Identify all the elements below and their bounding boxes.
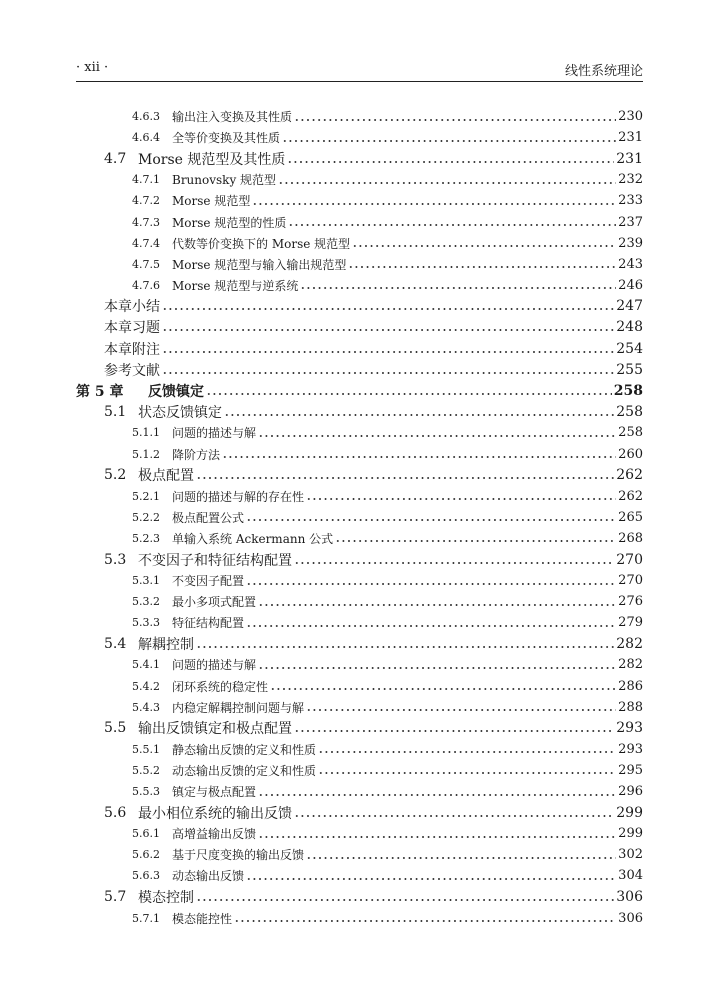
dot-leader — [252, 194, 616, 208]
toc-entry-title: 模态控制 — [138, 890, 194, 907]
toc-entry-title: 问题的描述与解 — [172, 426, 257, 441]
toc-entry-title: 解耦控制 — [138, 636, 194, 653]
toc-entry-title: 静态输出反馈的定义和性质 — [172, 742, 317, 757]
dot-leader — [234, 911, 616, 925]
toc-entry-page: 231 — [616, 150, 643, 167]
toc-entry-title: 镇定与极点配置 — [172, 785, 257, 800]
toc-entry[interactable] — [76, 380, 643, 401]
toc-entry-title: 输出反馈镇定和极点配置 — [138, 721, 292, 738]
toc-entry-title: 模态能控性 — [172, 911, 233, 926]
toc-entry-page: 247 — [616, 298, 643, 315]
toc-entry-page: 231 — [618, 130, 643, 146]
toc-entry-title: 全等价变换及其性质 — [172, 131, 281, 146]
toc-entry-page: 279 — [618, 615, 643, 631]
toc-entry[interactable] — [76, 317, 643, 338]
toc-entry[interactable] — [76, 127, 643, 148]
toc-entry-title: 本章附注 — [104, 341, 160, 358]
toc-entry-number: 4.7 — [104, 150, 127, 167]
toc-entry-number: 4.6.3 — [132, 110, 160, 124]
dot-leader — [282, 131, 616, 145]
toc-entry-page: 230 — [618, 109, 643, 125]
toc-entry[interactable] — [76, 739, 643, 760]
toc-entry[interactable] — [76, 528, 643, 549]
toc-entry-title: 代数等价变换下的 Morse 规范型 — [172, 236, 351, 251]
toc-entry-page: 270 — [616, 551, 643, 568]
toc-entry-title: Morse 规范型 — [172, 194, 251, 209]
toc-entry-title: 不变因子和特征结构配置 — [138, 552, 292, 569]
toc-entry-page: 286 — [618, 678, 643, 694]
toc-entry[interactable] — [76, 507, 643, 528]
toc-entry-title: Morse 规范型与输入输出规范型 — [172, 257, 347, 272]
toc-entry-page: 295 — [618, 762, 643, 778]
toc-entry-page: 306 — [616, 889, 643, 906]
dot-leader — [318, 742, 616, 756]
toc-entry-page: 258 — [613, 382, 643, 399]
toc-entry-number: 4.7.3 — [132, 215, 160, 229]
toc-entry-page: 270 — [618, 573, 643, 589]
toc-entry-title: 内稳定解耦控制问题与解 — [172, 700, 305, 715]
toc-entry-title: 特征结构配置 — [172, 616, 245, 631]
dot-leader — [294, 553, 614, 567]
table-of-contents — [76, 106, 643, 929]
toc-entry-number: 5.6.1 — [132, 827, 160, 841]
header-rule — [76, 81, 643, 82]
dot-leader — [335, 531, 616, 545]
toc-entry-title: 参考文献 — [104, 362, 160, 379]
toc-entry-page: 248 — [616, 319, 643, 336]
dot-leader — [294, 806, 614, 820]
toc-entry-page: 255 — [616, 361, 643, 378]
toc-entry[interactable] — [76, 908, 643, 929]
toc-entry[interactable] — [76, 549, 643, 570]
toc-entry[interactable] — [76, 169, 643, 190]
toc-entry-title: 状态反馈镇定 — [138, 404, 222, 421]
toc-entry-title: 本章小结 — [104, 299, 160, 316]
toc-entry-page: 299 — [616, 804, 643, 821]
toc-entry[interactable] — [76, 254, 643, 275]
toc-entry[interactable] — [76, 612, 643, 633]
toc-entry-page: 288 — [618, 699, 643, 715]
toc-entry-number: 5.5.3 — [132, 785, 160, 799]
toc-entry-number: 4.6.4 — [132, 131, 160, 145]
toc-entry-page: 299 — [618, 826, 643, 842]
dot-leader — [246, 510, 616, 524]
toc-entry-number: 5.2 — [104, 467, 127, 484]
toc-entry-title: 动态输出反馈 — [172, 869, 245, 884]
toc-entry-number: 5.6.3 — [132, 869, 160, 883]
dot-leader — [306, 489, 616, 503]
toc-entry-number: 5.2.3 — [132, 531, 160, 545]
toc-entry-title: 本章习题 — [104, 320, 160, 337]
dot-leader — [162, 342, 614, 356]
toc-entry[interactable] — [76, 465, 643, 486]
dot-leader — [196, 468, 614, 482]
toc-entry-page: 293 — [616, 720, 643, 737]
toc-entry-title: 问题的描述与解 — [172, 658, 257, 673]
toc-entry[interactable] — [76, 190, 643, 211]
toc-entry-page: 282 — [616, 635, 643, 652]
toc-entry[interactable] — [76, 233, 643, 254]
toc-entry-title: Morse 规范型与逆系统 — [172, 278, 299, 293]
toc-entry-page: 304 — [618, 868, 643, 884]
toc-entry-number: 5.3.1 — [132, 574, 160, 588]
dot-leader — [258, 658, 616, 672]
toc-entry-title: 最小相位系统的输出反馈 — [138, 805, 292, 822]
toc-entry-title: 动态输出反馈的定义和性质 — [172, 763, 317, 778]
toc-entry-number: 5.3.2 — [132, 595, 160, 609]
toc-entry-number: 5.7 — [104, 889, 127, 906]
toc-entry-number: 4.7.2 — [132, 194, 160, 208]
toc-entry-number: 5.5.2 — [132, 763, 160, 777]
toc-entry-title: Brunovsky 规范型 — [172, 173, 277, 188]
toc-entry-page: 243 — [618, 256, 643, 272]
toc-entry-page: 302 — [618, 847, 643, 863]
toc-entry-title: 降阶方法 — [172, 447, 221, 462]
toc-entry-number: 5.4 — [104, 635, 127, 652]
toc-entry-number: 5.4.3 — [132, 700, 160, 714]
toc-entry[interactable] — [76, 654, 643, 675]
toc-entry-number: 5.1.2 — [132, 447, 160, 461]
toc-entry-page: 262 — [618, 488, 643, 504]
toc-entry[interactable] — [76, 886, 643, 907]
toc-entry[interactable] — [76, 296, 643, 317]
toc-entry-page: 268 — [618, 530, 643, 546]
toc-entry-number: 5.5 — [104, 720, 127, 737]
toc-entry[interactable] — [76, 591, 643, 612]
toc-entry-number: 5.1 — [104, 403, 127, 420]
toc-entry[interactable] — [76, 401, 643, 422]
toc-entry[interactable] — [76, 802, 643, 823]
toc-entry-title: 最小多项式配置 — [172, 595, 257, 610]
toc-entry-title: 极点配置 — [138, 468, 194, 485]
toc-entry[interactable] — [76, 781, 643, 802]
toc-entry-title: 基于尺度变换的输出反馈 — [172, 848, 305, 863]
toc-entry-title: Morse 规范型的性质 — [172, 215, 287, 230]
toc-entry-page: 232 — [618, 172, 643, 188]
toc-entry[interactable] — [76, 422, 643, 443]
toc-entry-page: 233 — [618, 193, 643, 209]
toc-entry-number: 第 5 章 — [76, 383, 124, 400]
toc-entry-page: 246 — [618, 277, 643, 293]
dot-leader — [306, 700, 616, 714]
toc-entry-number: 4.7.4 — [132, 236, 160, 250]
toc-entry-page: 276 — [618, 594, 643, 610]
dot-leader — [294, 721, 614, 735]
toc-entry-page: 258 — [616, 403, 643, 420]
toc-entry-title: 单输入系统 Ackermann 公式 — [172, 531, 334, 546]
dot-leader — [162, 299, 614, 313]
dot-leader — [306, 848, 616, 862]
toc-entry-title: 不变因子配置 — [172, 574, 245, 589]
toc-entry[interactable] — [76, 844, 643, 865]
toc-entry-title: Morse 规范型及其性质 — [138, 151, 286, 168]
dot-leader — [258, 595, 616, 609]
toc-entry-page: 239 — [618, 235, 643, 251]
toc-entry[interactable] — [76, 633, 643, 654]
toc-entry-number: 5.3 — [104, 551, 127, 568]
toc-entry-title: 闭环系统的稳定性 — [172, 679, 269, 694]
dot-leader — [258, 426, 616, 440]
toc-entry-page: 293 — [618, 741, 643, 757]
toc-entry-number: 5.6.2 — [132, 848, 160, 862]
dot-leader — [287, 152, 614, 166]
dot-leader — [246, 869, 616, 883]
dot-leader — [258, 785, 616, 799]
toc-entry-number: 5.6 — [104, 804, 127, 821]
book-title: 线性系统理论 — [564, 64, 643, 79]
toc-entry[interactable] — [76, 570, 643, 591]
toc-entry-title: 问题的描述与解的存在性 — [172, 489, 305, 504]
dot-leader — [352, 236, 616, 250]
toc-entry[interactable] — [76, 676, 643, 697]
toc-entry-page: 258 — [618, 425, 643, 441]
toc-entry-number: 4.7.6 — [132, 278, 160, 292]
dot-leader — [162, 363, 614, 377]
dot-leader — [294, 110, 616, 124]
toc-entry-title: 反馈镇定 — [148, 383, 204, 400]
toc-entry[interactable] — [76, 760, 643, 781]
toc-entry-number: 5.4.2 — [132, 679, 160, 693]
toc-entry-page: 262 — [616, 467, 643, 484]
dot-leader — [222, 447, 616, 461]
page-number: · xii · — [76, 60, 109, 75]
page-header — [76, 60, 643, 82]
dot-leader — [278, 173, 616, 187]
dot-leader — [162, 320, 614, 334]
dot-leader — [246, 616, 616, 630]
toc-entry[interactable] — [76, 148, 643, 169]
toc-entry[interactable] — [76, 359, 643, 380]
toc-entry[interactable] — [76, 444, 643, 465]
toc-entry[interactable] — [76, 718, 643, 739]
toc-entry[interactable] — [76, 211, 643, 232]
dot-leader — [258, 827, 616, 841]
dot-leader — [246, 574, 616, 588]
toc-entry-title: 高增益输出反馈 — [172, 827, 257, 842]
dot-leader — [224, 405, 614, 419]
toc-entry-number: 4.7.5 — [132, 257, 160, 271]
toc-entry-number: 5.3.3 — [132, 616, 160, 630]
toc-entry-page: 254 — [616, 340, 643, 357]
toc-entry-page: 306 — [618, 910, 643, 926]
toc-entry-page: 260 — [618, 446, 643, 462]
toc-entry[interactable] — [76, 275, 643, 296]
toc-entry-page: 296 — [618, 784, 643, 800]
dot-leader — [206, 384, 612, 398]
toc-entry-number: 5.2.2 — [132, 510, 160, 524]
dot-leader — [196, 637, 614, 651]
toc-entry[interactable] — [76, 338, 643, 359]
toc-entry-number: 5.4.1 — [132, 658, 160, 672]
toc-entry-page: 237 — [618, 214, 643, 230]
toc-entry[interactable] — [76, 486, 643, 507]
toc-entry[interactable] — [76, 865, 643, 886]
toc-entry-title: 极点配置公式 — [172, 510, 245, 525]
toc-entry[interactable] — [76, 823, 643, 844]
toc-entry-number: 4.7.1 — [132, 173, 160, 187]
toc-entry-number: 5.2.1 — [132, 489, 160, 503]
dot-leader — [196, 890, 614, 904]
dot-leader — [300, 278, 616, 292]
toc-entry[interactable] — [76, 106, 643, 127]
dot-leader — [318, 763, 616, 777]
dot-leader — [348, 257, 616, 271]
toc-entry-page: 265 — [618, 509, 643, 525]
toc-entry[interactable] — [76, 697, 643, 718]
toc-entry-page: 282 — [618, 657, 643, 673]
toc-entry-title: 输出注入变换及其性质 — [172, 110, 293, 125]
toc-entry-number: 5.7.1 — [132, 911, 160, 925]
toc-entry-number: 5.1.1 — [132, 426, 160, 440]
dot-leader — [288, 215, 616, 229]
dot-leader — [270, 679, 616, 693]
toc-entry-number: 5.5.1 — [132, 742, 160, 756]
